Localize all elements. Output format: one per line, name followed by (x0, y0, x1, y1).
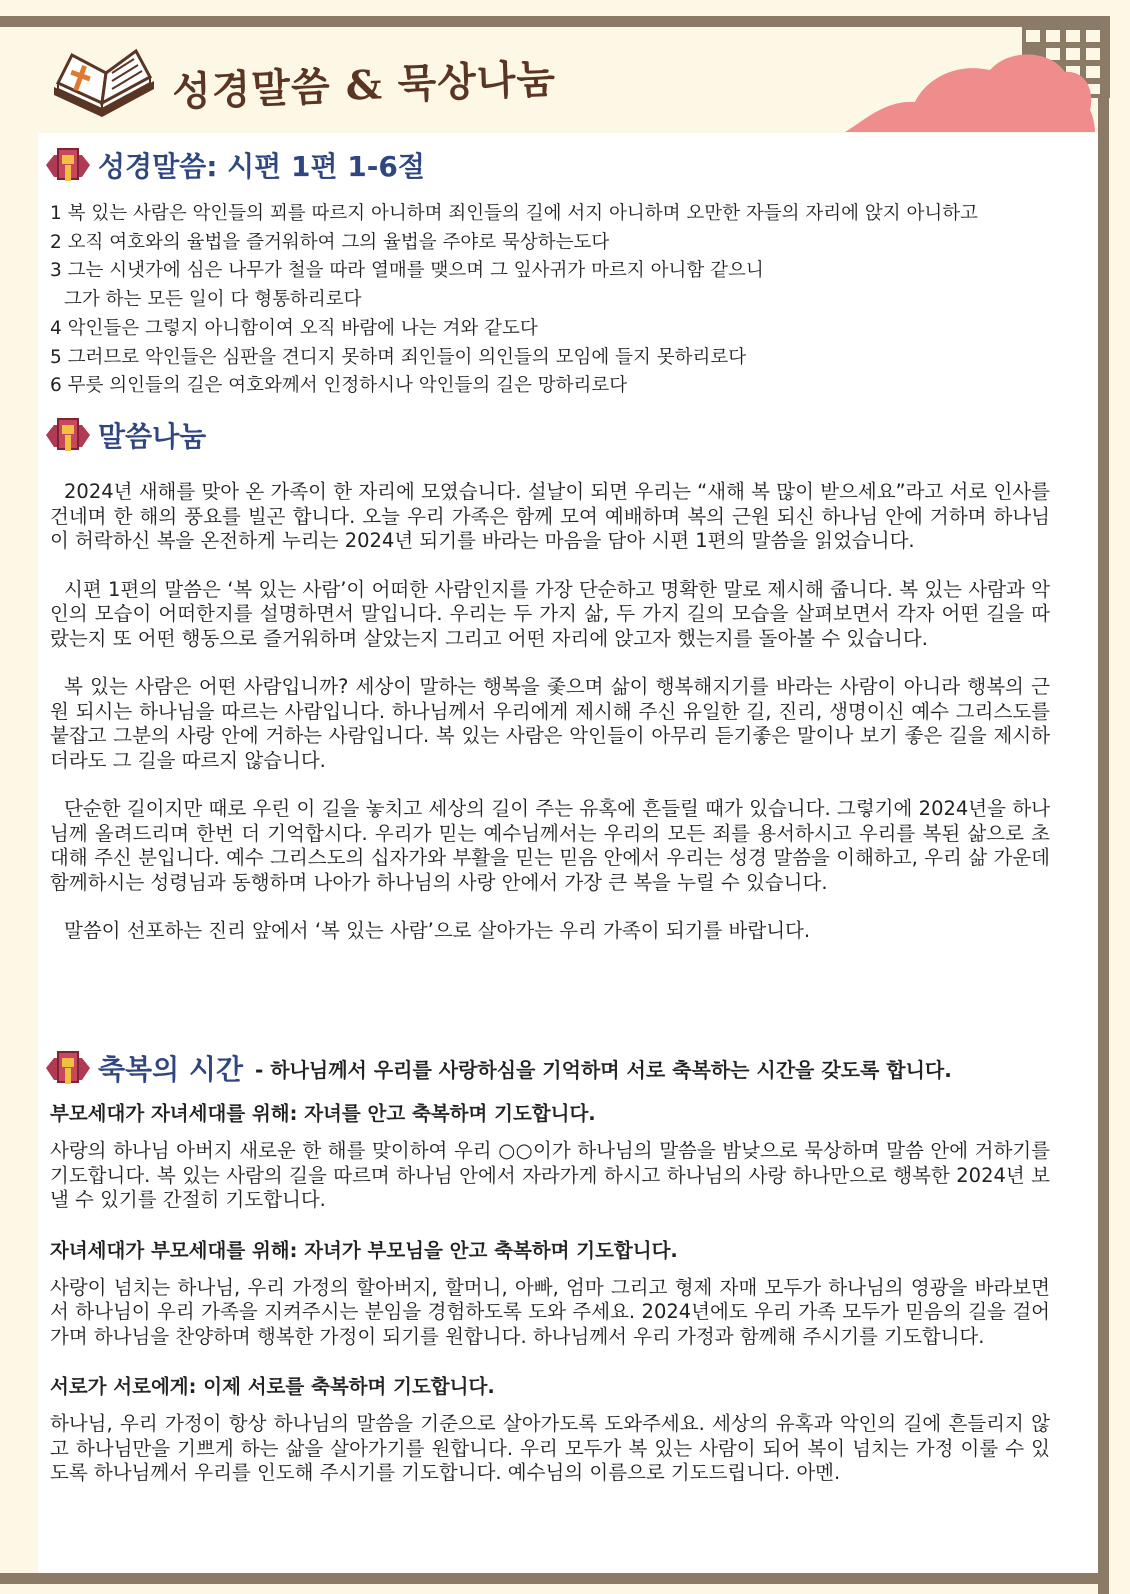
verse-line: 6 무릇 의인들의 길은 여호와께서 인정하시나 악인들의 길은 망하리로다 (50, 375, 628, 397)
page-header (50, 42, 556, 122)
sharing-body (50, 480, 1050, 968)
verse-line: 5 그러므로 악인들은 심판을 견디지 못하며 죄인들이 의인들의 모임에 들지 못하리로다 (50, 346, 747, 368)
scripture-title: 성경말씀: 시편 1편 1-6절 (98, 150, 425, 183)
blessing-item-body: 사랑의 하나님 아버지 새로운 한 해를 맞이하여 우리 ○○이가 하나님의 말씀을 밤낮으로 묵상하며 말씀 안에 거하기를 기도합니다. 복 있는 사람의 길을 따르며 하나님 안에서 자라가게 하시고 하나님의 사랑 하나만으로 행복한 2024년 보낼 수 있기를 간절히 기도합니다. (50, 1139, 1050, 1211)
blessing-item-body: 사랑이 넘치는 하나님, 우리 가정의 할아버지, 할머니, 아빠, 엄마 그리고 형제 자매 모두가 하나님의 영광을 바라보면서 하나님이 우리 가족을 지켜주시는 분임을 경험하도록 도와 주세요. 2024년에도 우리 가족 모두가 믿음의 길을 걸어가며 하나님을 찬양하며 행복한 가정이 되기를 원합니다. 하나님께서 우리 가정과 함께해 주시기를 기도합니다. (50, 1275, 1050, 1348)
gift-pouch-icon (44, 145, 92, 185)
sharing-title: 말씀나눔 (98, 420, 207, 453)
scripture-verses (50, 200, 1060, 401)
gift-pouch-icon (44, 1048, 92, 1088)
page-border-top (0, 16, 1109, 27)
page-border-right (1098, 16, 1109, 1594)
blessing-item-heading: 자녀세대가 부모세대를 위해: 자녀가 부모님을 안고 축복하며 기도합니다. (50, 1238, 678, 1262)
cloud-decoration (845, 40, 1095, 140)
blessing-item-heading: 부모세대가 자녀세대를 위해: 자녀를 안고 축복하며 기도합니다. (50, 1102, 596, 1125)
blessing-title: 축복의 시간 (98, 1053, 243, 1086)
page-title: 성경말씀 & 묵상나눔 (171, 54, 557, 116)
gift-pouch-icon (44, 415, 92, 455)
verse-line: 3 그는 시냇가에 심은 나무가 철을 따라 열매를 맺으며 그 잎사귀가 마르지 아니함 같으니 (50, 260, 764, 282)
sharing-paragraph: 단순한 길이지만 때로 우린 이 길을 놓치고 세상의 길이 주는 유혹에 흔들릴 때가 있습니다. 그렇기에 2024년을 하나님께 올려드리며 한번 더 기억합시다. 우리가 믿는 예수님께서는 우리의 모든 죄를 용서하시고 우리를 복된 삶으로 초대해 주신 분입니다. 예수 그리스도의 십자가와 부활을 믿는 믿음 안에서 우리는 성경 말씀을 이해하고, 우리 삶 가운데 함께하시는 성령님과 동행하며 나아가 하나님의 사랑 안에서 가장 큰 복을 누릴 수 있습니다. (50, 797, 1050, 894)
blessing-body (50, 1098, 1050, 1508)
blessing-heading (44, 1048, 952, 1088)
sharing-paragraph: 말씀이 선포하는 진리 앞에서 ‘복 있는 사람’으로 살아가는 우리 가족이 되기를 바랍니다. (64, 919, 811, 942)
bible-book-icon (50, 47, 158, 117)
sharing-heading (44, 415, 206, 455)
blessing-subtitle: - 하나님께서 우리를 사랑하심을 기억하며 서로 축복하는 시간을 갖도록 합니다. (255, 1057, 952, 1082)
page-border-bottom (0, 1573, 1109, 1584)
verse-line: 4 악인들은 그렇지 아니함이여 오직 바람에 나는 겨와 같도다 (50, 317, 538, 339)
verse-line: 2 오직 여호와의 율법을 즐거워하여 그의 율법을 주야로 묵상하는도다 (50, 231, 610, 253)
verse-line: 그가 하는 모든 일이 다 형통하리로다 (64, 289, 362, 311)
blessing-item-body: 하나님, 우리 가정이 항상 하나님의 말씀을 기준으로 살아가도록 도와주세요. 세상의 유혹과 악인의 길에 흔들리지 않고 하나님만을 기쁘게 하는 삶을 살아가기를 원합니다. 우리 모두가 복 있는 사람이 되어 복이 넘치는 가정 이룰 수 있도록 하나님께서 우리를 인도해 주시기를 기도합니다. 예수님의 이름으로 기도드립니다. 아멘. (50, 1412, 1050, 1484)
verse-line: 1 복 있는 사람은 악인들의 꾀를 따르지 아니하며 죄인들의 길에 서지 아니하며 오만한 자들의 자리에 앉지 아니하고 (50, 203, 978, 224)
sharing-paragraph: 복 있는 사람은 어떤 사람입니까? 세상이 말하는 행복을 좇으며 삶이 행복해지기를 바라는 사람이 아니라 행복의 근원 되시는 하나님을 따르는 사람입니다. 하나님께서 우리에게 제시해 주신 유일한 길, 진리, 생명이신 예수 그리스도를 붙잡고 그분의 사랑 안에 거하는 사람입니다. 복 있는 사람은 악인들이 아무리 듣기좋은 말이나 보기 좋은 길을 제시하더라도 그 길을 따르지 않습니다. (50, 675, 1050, 772)
sharing-paragraph: 2024년 새해를 맞아 온 가족이 한 자리에 모였습니다. 설날이 되면 우리는 “새해 복 많이 받으세요”라고 서로 인사를 건네며 한 해의 풍요를 빌곤 합니다. 오늘 우리 가족은 함께 모여 예배하며 복의 근원 되신 하나님 안에 거하며 하나님이 허락하신 복을 온전하게 누리는 2024년 되기를 바라는 마음을 담아 시편 1편의 말씀을 읽었습니다. (50, 480, 1050, 552)
blessing-item-heading: 서로가 서로에게: 이제 서로를 축복하며 기도합니다. (50, 1375, 495, 1398)
sharing-paragraph: 시편 1편의 말씀은 ‘복 있는 사람’이 어떠한 사람인지를 가장 단순하고 명확한 말로 제시해 줍니다. 복 있는 사람과 악인의 모습이 어떠한지를 설명하면서 말입니다. 우리는 두 가지 삶, 두 가지 길의 모습을 살펴보면서 각자 어떤 길을 따랐는지 또 어떤 행동으로 즐거워하며 살았는지 그리고 어떤 자리에 앉고자 했는지를 돌아볼 수 있습니다. (50, 577, 1050, 650)
scripture-heading (44, 145, 425, 185)
